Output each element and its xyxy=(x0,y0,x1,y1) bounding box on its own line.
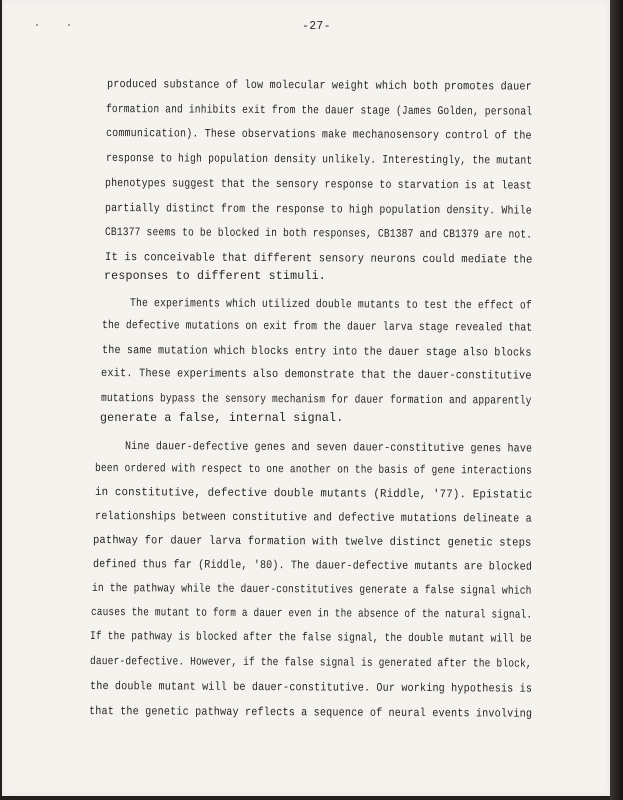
text-line: formation and inhibits exit from the dauer stage (James Golden, personal xyxy=(105,103,533,119)
text-line: The experiments which utilized double mutants to test the effect of xyxy=(129,297,532,313)
text-line: Nine dauer-defective genes and seven dauer-constitutive genes have xyxy=(124,440,533,456)
text-line: exit. These experiments also demonstrate that the dauer-constitutive xyxy=(100,367,532,383)
text-line: produced substance of low molecular weight which both promotes dauer xyxy=(106,78,532,94)
text-line: responses to different stimuli. xyxy=(104,270,326,283)
page-number: -27- xyxy=(302,20,331,33)
text-line: the defective mutations on exit from the dauer larva stage revealed that xyxy=(101,319,533,335)
text-line: phenotypes suggest that the sensory response to starvation is at least xyxy=(104,177,532,193)
text-line: defined thus far (Riddle, '80). The dauer-defective mutants are blocked xyxy=(92,558,533,574)
text-line: response to high population density unlikely. Interestingly, the mutant xyxy=(105,152,533,168)
margin-mark xyxy=(36,24,38,26)
text-line: the double mutant will be dauer-constitutive. Our working hypothesis is xyxy=(89,680,533,696)
text-line: the same mutation which blocks entry into the dauer stage also blocks xyxy=(101,344,532,360)
text-line: communication). These observations make mechanosensory control of the xyxy=(105,127,532,143)
text-line: relationships between constitutive and defective mutations delineate a xyxy=(94,510,532,526)
text-line: that the genetic pathway reflects a sequence of neural events involving xyxy=(88,705,533,721)
text-line: in the pathway while the dauer-constitutives generate a false signal which xyxy=(91,582,532,598)
text-line: partially distinct from the response to high population density. While xyxy=(104,202,532,218)
text-line: mutations bypass the sensory mechanism for dauer formation and apparently xyxy=(100,392,532,408)
scan-edge xyxy=(610,0,623,800)
text-line: pathway for dauer larva formation with twelve distinct genetic steps xyxy=(92,534,532,550)
text-line: causes the mutant to form a dauer even in the absence of the natural signal. xyxy=(90,606,533,622)
margin-mark xyxy=(68,24,70,26)
text-line: dauer-defective. However, if the false signal is generated after the block, xyxy=(89,655,532,671)
paper-sheet xyxy=(2,0,610,796)
text-line: CB1377 seems to be blocked in both responses, CB1387 and CB1379 are not. xyxy=(104,226,533,242)
text-line: generate a false, internal signal. xyxy=(100,412,344,425)
text-line: If the pathway is blocked after the false signal, the double mutant will be xyxy=(89,630,532,646)
text-line: been ordered with respect to one another on the basis of gene interactions xyxy=(94,462,532,478)
text-line: in constitutive, defective double mutants (Riddle, '77). Epistatic xyxy=(94,486,533,502)
text-line: It is conceivable that different sensory neurons could mediate the xyxy=(104,251,533,267)
